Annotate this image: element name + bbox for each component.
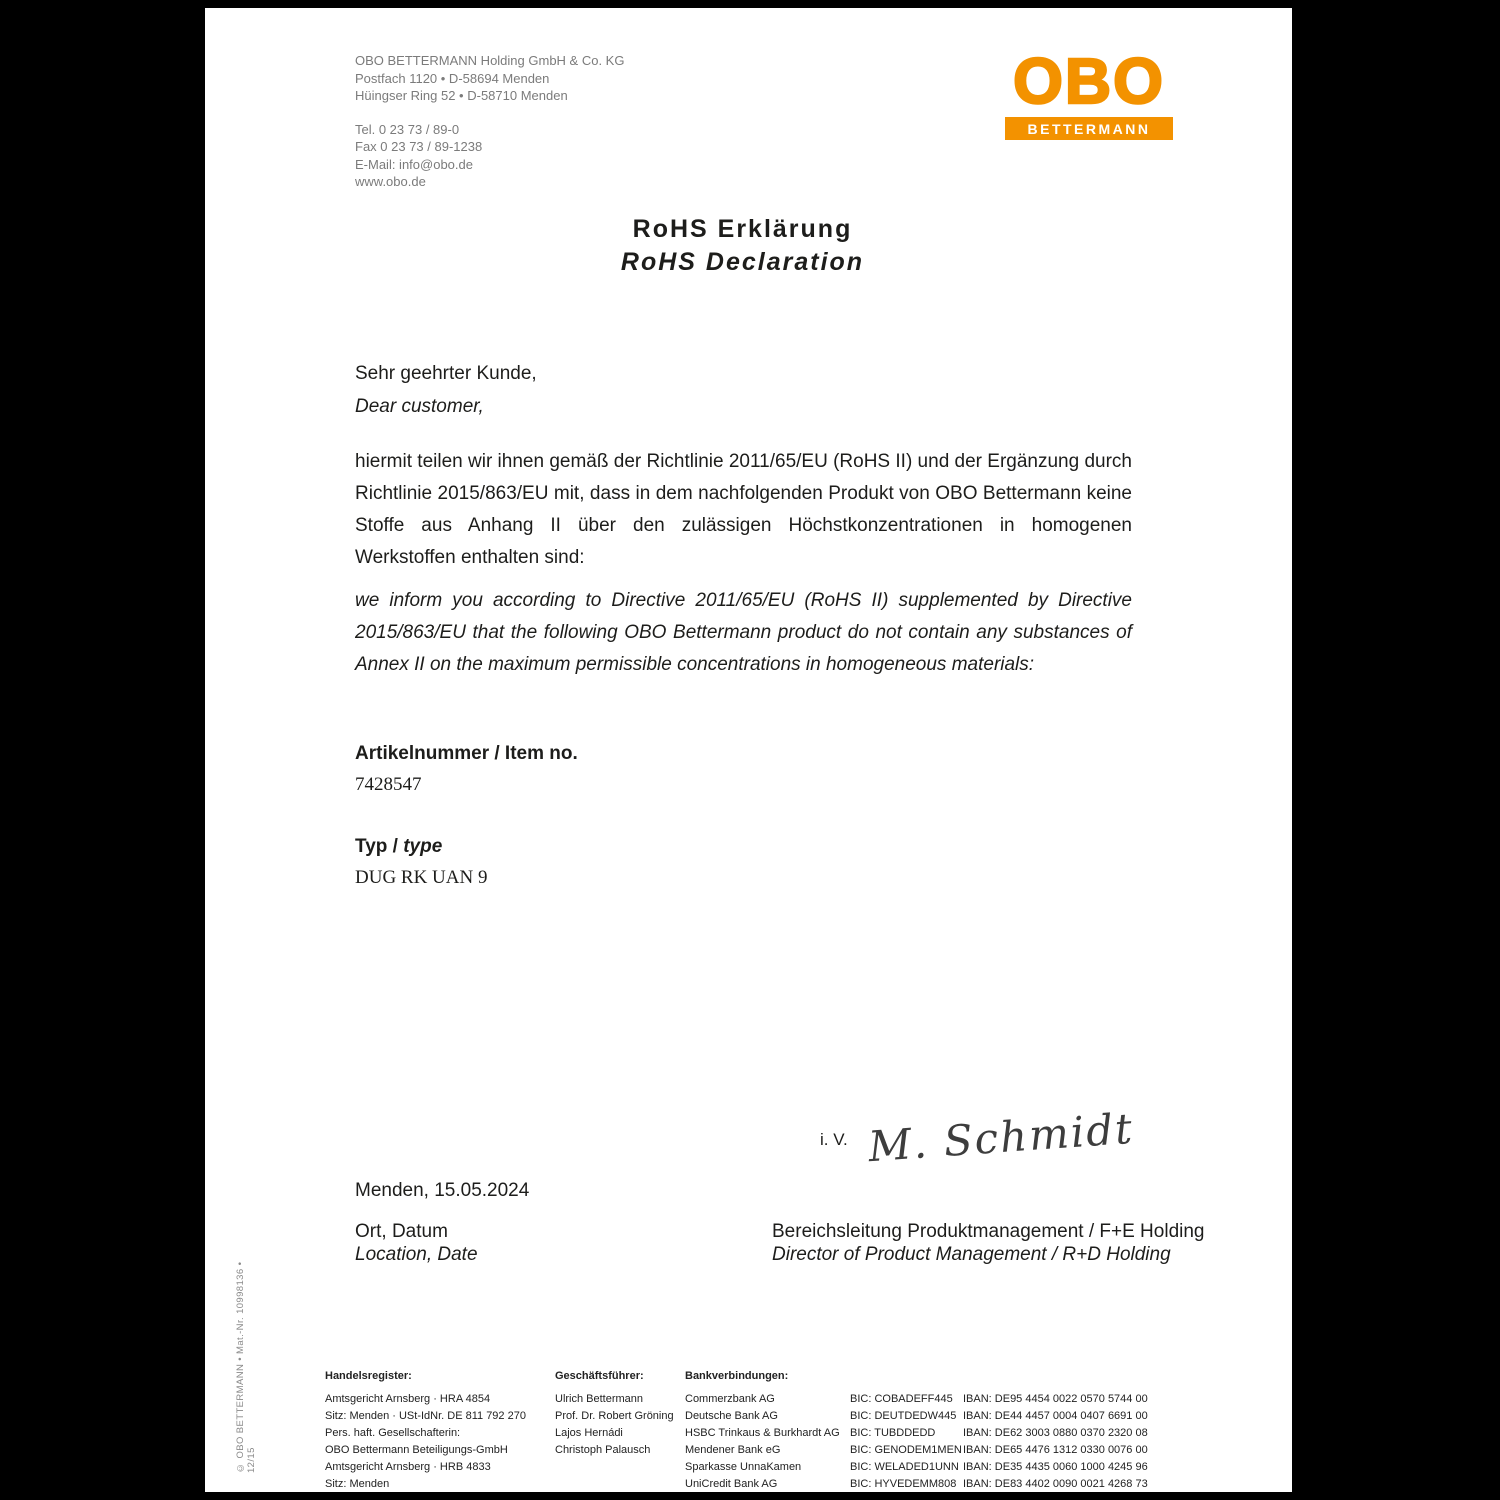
bank-name: Deutsche Bank AG [685, 1410, 778, 1422]
salutation [355, 357, 537, 423]
side-material-number-note: © OBO BETTERMANN • Mat.-Nr. 10998136 • 12/15 [235, 1261, 257, 1473]
sender-email: E-Mail: info@obo.de [355, 156, 473, 172]
signer-role-labels [772, 1220, 1205, 1266]
sender-address-2: Hüingser Ring 52 • D-58710 Menden [355, 88, 568, 103]
type-value: DUG RK UAN 9 [355, 867, 488, 888]
type-label-english: type [403, 836, 443, 857]
bank-bic: BIC: HYVEDEMM808 [850, 1478, 957, 1490]
sender-company: OBO BETTERMANN Holding GmbH & Co. KG [355, 53, 625, 68]
salutation-english: Dear customer, [355, 396, 484, 417]
signer-role-german: Bereichsleitung Produktmanagement / F+E Holding [772, 1221, 1205, 1242]
footer-register-title: Handelsregister: [325, 1370, 412, 1382]
bank-iban: IBAN: DE35 4435 0060 1000 4245 96 [963, 1461, 1148, 1473]
footer-register-line: OBO Bettermann Beteiligungs-GmbH [325, 1444, 508, 1456]
sender-tel: Tel. 0 23 73 / 89-0 [355, 121, 460, 137]
bank-bic: BIC: WELADED1UNN [850, 1461, 959, 1473]
obo-logo [1005, 45, 1173, 140]
document-title [355, 213, 1130, 279]
sender-gap [355, 105, 624, 121]
footer-banks-column [685, 1368, 1245, 1492]
footer-management-line: Ulrich Bettermann [555, 1393, 644, 1405]
bank-name: UniCredit Bank AG [685, 1478, 778, 1490]
type-label-german: Typ [355, 836, 388, 857]
bank-bic: BIC: COBADEFF445 [850, 1393, 953, 1405]
document-page [205, 8, 1292, 1492]
sender-web: www.obo.de [355, 174, 426, 189]
footer-register-line: Sitz: Menden [325, 1478, 390, 1490]
bank-iban: IBAN: DE44 4457 0004 0407 6691 00 [963, 1410, 1148, 1422]
title-english: RoHS Declaration [620, 248, 865, 276]
place-and-date: Menden, 15.05.2024 [355, 1180, 530, 1201]
footer-banks-table [685, 1391, 1245, 1492]
body-paragraph-english: we inform you according to Directive 2011/65/EU (RoHS II) supplemented by Directive 2015/863/EU that the following OBO Bettermann product do not contain any substances of Annex II on the maximum permissible concentrations in homogeneous materials: [355, 590, 1132, 675]
footer-management-title: Geschäftsführer: [555, 1370, 644, 1382]
signature-block [820, 1103, 1136, 1172]
location-label-english: Location, Date [355, 1244, 478, 1265]
bank-name: HSBC Trinkaus & Burkhardt AG [685, 1427, 840, 1439]
type-label-separator: / [392, 836, 398, 857]
footer-register-line: Amtsgericht Arnsberg · HRA 4854 [325, 1393, 491, 1405]
bank-name: Sparkasse UnnaKamen [685, 1461, 802, 1473]
bank-name: Commerzbank AG [685, 1393, 775, 1405]
bank-bic: BIC: GENODEM1MEN [850, 1444, 962, 1456]
footer-management-line: Lajos Hernádi [555, 1427, 623, 1439]
salutation-german: Sehr geehrter Kunde, [355, 363, 537, 384]
bank-bic: BIC: DEUTDEDW445 [850, 1410, 957, 1422]
footer-management-column [555, 1368, 680, 1459]
bank-iban: IBAN: DE95 4454 0022 0570 5744 00 [963, 1393, 1148, 1405]
type-label [355, 836, 442, 858]
obo-logo-wordmark: OBO [1013, 45, 1165, 117]
obo-logo-bettermann-bar: BETTERMANN [1005, 117, 1173, 140]
handwritten-signature: M. Schmidt [866, 1103, 1136, 1172]
location-date-labels [355, 1220, 478, 1266]
bank-iban: IBAN: DE65 4476 1312 0330 0076 00 [963, 1444, 1148, 1456]
footer-management-line: Christoph Palausch [555, 1444, 651, 1456]
bank-bic: BIC: TUBDDEDD [850, 1427, 936, 1439]
footer-register-column [325, 1368, 540, 1492]
item-number-value: 7428547 [355, 774, 422, 795]
bank-iban: IBAN: DE83 4402 0090 0021 4268 73 [963, 1478, 1148, 1490]
sender-address-1: Postfach 1120 • D-58694 Menden [355, 70, 550, 86]
bank-iban: IBAN: DE62 3003 0880 0370 2320 08 [963, 1427, 1148, 1439]
location-label-german: Ort, Datum [355, 1221, 448, 1242]
sender-block [355, 52, 624, 191]
bank-name: Mendener Bank eG [685, 1444, 781, 1456]
title-german: RoHS Erklärung [632, 215, 853, 243]
footer-register-line: Amtsgericht Arnsberg · HRB 4833 [325, 1461, 491, 1473]
signer-role-english: Director of Product Management / R+D Holding [772, 1244, 1171, 1265]
body-paragraph-german: hiermit teilen wir ihnen gemäß der Richtlinie 2011/65/EU (RoHS II) und der Ergänzung durch Richtlinie 2015/863/EU mit, dass in dem nachfolgenden Produkt von OBO Bettermann keine Stoffe aus Anhang II über den zulässigen Höchstkonzentrationen in homogenen Werkstoffen enthalten sind: [355, 451, 1132, 568]
footer-management-line: Prof. Dr. Robert Gröning [555, 1410, 674, 1422]
footer-banks-title: Bankverbindungen: [685, 1370, 789, 1382]
sender-fax: Fax 0 23 73 / 89-1238 [355, 139, 483, 154]
footer-register-line: Sitz: Menden · USt-IdNr. DE 811 792 270 [325, 1410, 526, 1422]
footer-register-line: Pers. haft. Gesellschafterin: [325, 1427, 461, 1439]
signature-iv-label: i. V. [820, 1130, 848, 1149]
item-number-label: Artikelnummer / Item no. [355, 743, 578, 764]
